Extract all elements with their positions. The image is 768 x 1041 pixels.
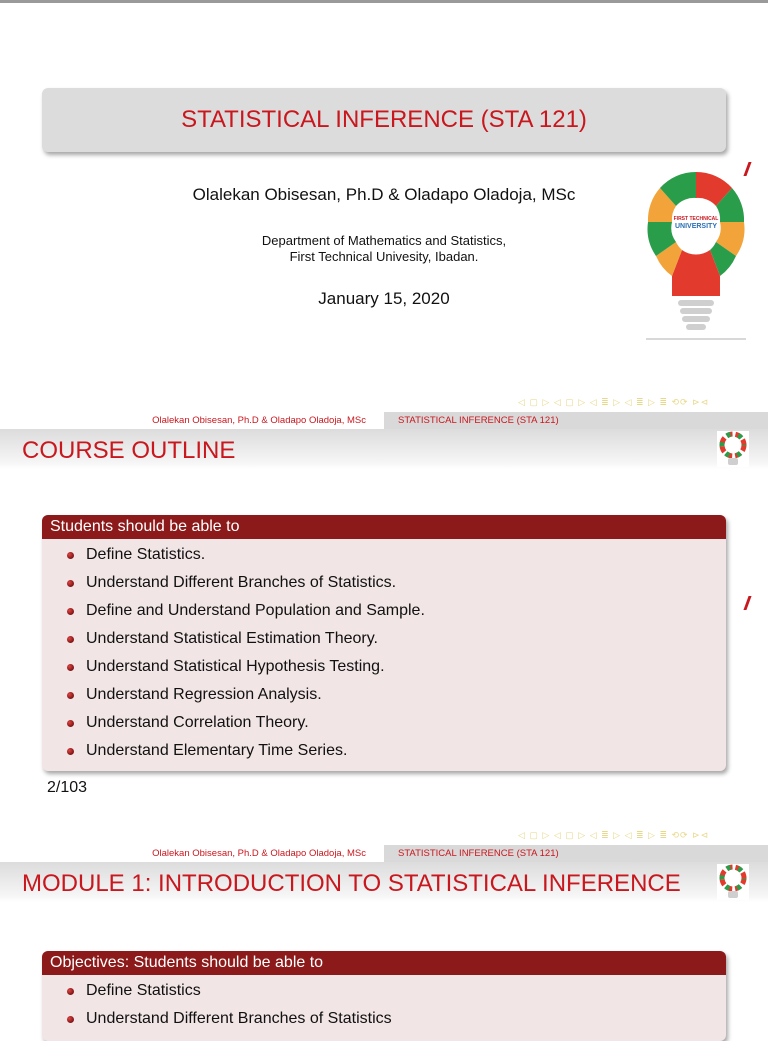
list-item: Understand Statistical Estimation Theory.	[42, 625, 726, 653]
page-number: 2/103	[47, 779, 88, 796]
list-item: Understand Statistical Hypothesis Testing.	[42, 653, 726, 681]
beamer-navigation-symbols[interactable]: ◁ ▢ ▷ ◁ ▢ ▷ ◁ ≣ ▷ ◁ ≣ ▷ ≣ ⟲⟳ ⊳⊲	[518, 830, 710, 840]
institute-line-2: First Technical Univesity, Ibadan.	[289, 249, 479, 264]
headline-title	[384, 845, 768, 862]
mini-logo	[717, 864, 749, 900]
frame-title: MODULE 1: INTRODUCTION TO STATISTICAL INFERENCE	[22, 870, 681, 897]
university-logo-bulb	[636, 160, 756, 350]
headline-title	[384, 412, 768, 429]
presentation-date: January 15, 2020	[318, 289, 450, 308]
list-item: Understand Correlation Theory.	[42, 709, 726, 737]
mini-logo	[717, 431, 749, 467]
outline-block	[42, 515, 726, 771]
objectives-list	[42, 975, 726, 1039]
list-item: Understand Different Branches of Statistics.	[42, 569, 726, 597]
outline-block-title: Students should be able to	[42, 515, 726, 539]
outline-list	[42, 539, 726, 771]
logo-text-main: UNIVERSITY	[674, 223, 718, 230]
authors: Olalekan Obisesan, Ph.D & Oladapo Oladoja, MSc	[192, 185, 576, 204]
beamer-navigation-symbols[interactable]: ◁ ▢ ▷ ◁ ▢ ▷ ◁ ≣ ▷ ◁ ≣ ▷ ≣ ⟲⟳ ⊳⊲	[518, 397, 710, 407]
red-corner-mark	[743, 596, 751, 610]
list-item: Define Statistics	[42, 977, 726, 1005]
headline-authors-text: Olalekan Obisesan, Ph.D & Oladapo Oladoja, MSc	[152, 848, 366, 859]
frame-title-bar	[0, 429, 768, 469]
presentation-title: STATISTICAL INFERENCE (STA 121)	[181, 106, 587, 133]
headline-title-text: STATISTICAL INFERENCE (STA 121)	[398, 415, 559, 426]
list-item: Understand Different Branches of Statistics	[42, 1005, 726, 1033]
bulb-base	[678, 300, 714, 330]
list-item: Define and Understand Population and Sample.	[42, 597, 726, 625]
objectives-block	[42, 951, 726, 1041]
list-item: Understand Regression Analysis.	[42, 681, 726, 709]
logo-center	[674, 200, 718, 244]
frame-title: COURSE OUTLINE	[22, 437, 236, 464]
logo-caption-line	[646, 338, 746, 340]
list-item: Define Statistics.	[42, 541, 726, 569]
headline-bar	[0, 412, 768, 429]
headline-title-text: STATISTICAL INFERENCE (STA 121)	[398, 848, 559, 859]
objectives-block-title: Objectives: Students should be able to	[42, 951, 726, 975]
title-slide-box	[42, 88, 726, 152]
logo-text-top: FIRST TECHNICAL	[673, 216, 719, 222]
headline-authors-text: Olalekan Obisesan, Ph.D & Oladapo Oladoja, MSc	[152, 415, 366, 426]
headline-bar	[0, 845, 768, 862]
institute-line-1: Department of Mathematics and Statistics,	[261, 233, 507, 248]
headline-authors	[0, 412, 384, 429]
frame-title-bar	[0, 862, 768, 902]
top-divider	[0, 0, 768, 3]
list-item: Understand Elementary Time Series.	[42, 737, 726, 765]
headline-authors	[0, 845, 384, 862]
